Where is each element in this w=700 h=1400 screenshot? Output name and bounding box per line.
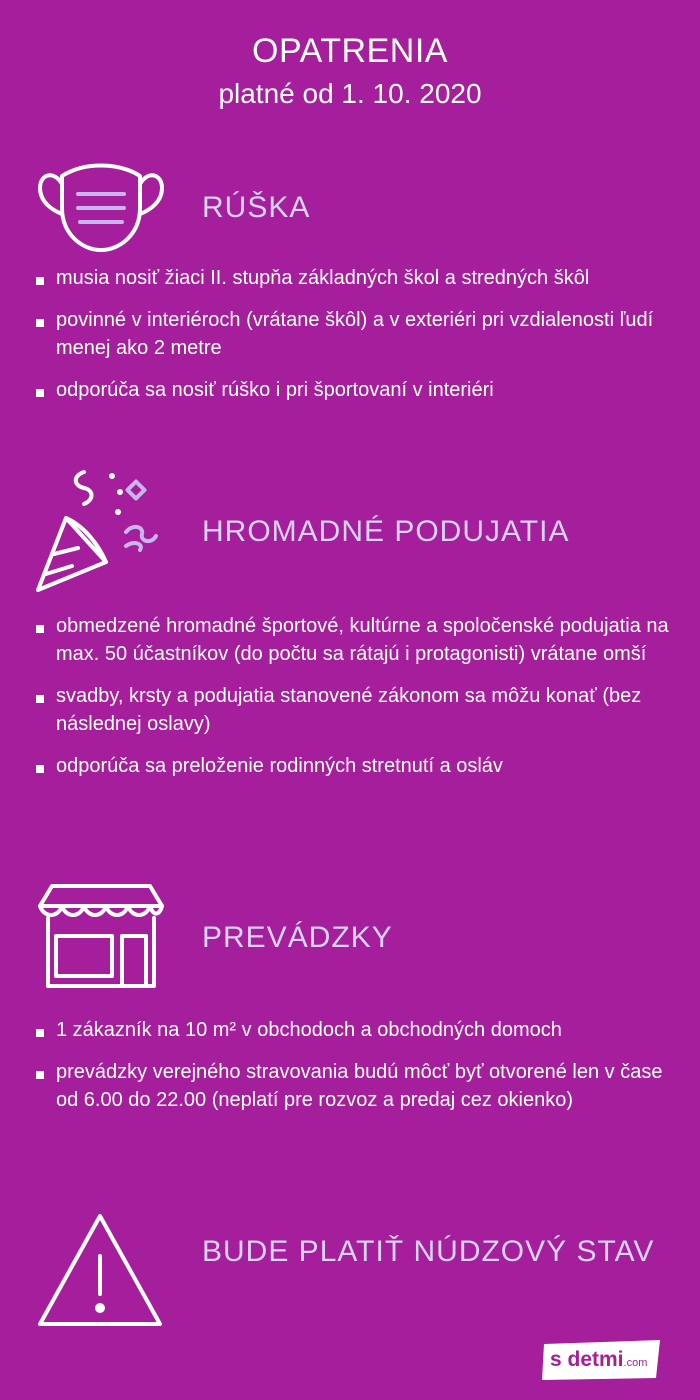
list-item: obmedzené hromadné športové, kultúrne a spoločenské podujatia na max. 50 účastníkov (do počtu sa rátajú i protagonisti) vrátane omší (36, 612, 676, 668)
page-subtitle: platné od 1. 10. 2020 (218, 78, 482, 109)
bullet-square (36, 695, 44, 703)
ruska-list (36, 264, 676, 418)
face-mask-icon (34, 158, 168, 254)
logo-suffix-text: .com (623, 1357, 648, 1369)
section-heading-hromadne-podujatia: HROMADNÉ PODUJATIA (202, 515, 570, 548)
sdetmi-logo (542, 1340, 662, 1380)
logo-main-text: s detmi (550, 1348, 624, 1371)
page-title: OPATRENIA (252, 32, 448, 70)
bullet-square (36, 319, 44, 327)
section-heading-ruska: RÚŠKA (202, 191, 311, 224)
warning-triangle-icon (34, 1210, 166, 1330)
list-item: odporúča sa preloženie rodinných stretnutí a osláv (36, 752, 676, 780)
prevadzky-list (36, 1016, 676, 1128)
list-item: svadby, krsty a podujatia stanovené zákonom sa môžu konať (bez následnej oslavy) (36, 682, 676, 738)
bullet-square (36, 277, 44, 285)
section-heading-prevadzky: PREVÁDZKY (202, 921, 393, 954)
section-heading-nudzovy-stav: BUDE PLATIŤ NÚDZOVÝ STAV (202, 1235, 655, 1268)
list-item: odporúča sa nosiť rúško i pri športovaní v interiéri (36, 376, 676, 404)
list-item: povinné v interiéroch (vrátane škôl) a v exteriéri pri vzdialenosti ľudí menej ako 2 metre (36, 306, 676, 362)
bullet-square (36, 625, 44, 633)
list-item: musia nosiť žiaci II. stupňa základných škol a stredných škôl (36, 264, 676, 292)
list-item: prevádzky verejného stravovania budú môcť byť otvorené len v čase od 6.00 do 22.00 (neplatí pre rozvoz a predaj cez okienko) (36, 1058, 676, 1114)
list-item: 1 zákazník na 10 m² v obchodoch a obchodných domoch (36, 1016, 676, 1044)
header (0, 28, 700, 114)
bullet-square (36, 1071, 44, 1079)
bullet-square (36, 1029, 44, 1037)
podujatia-list (36, 612, 676, 794)
party-popper-icon (32, 466, 172, 596)
shop-icon (36, 882, 166, 990)
bullet-square (36, 389, 44, 397)
bullet-square (36, 765, 44, 773)
